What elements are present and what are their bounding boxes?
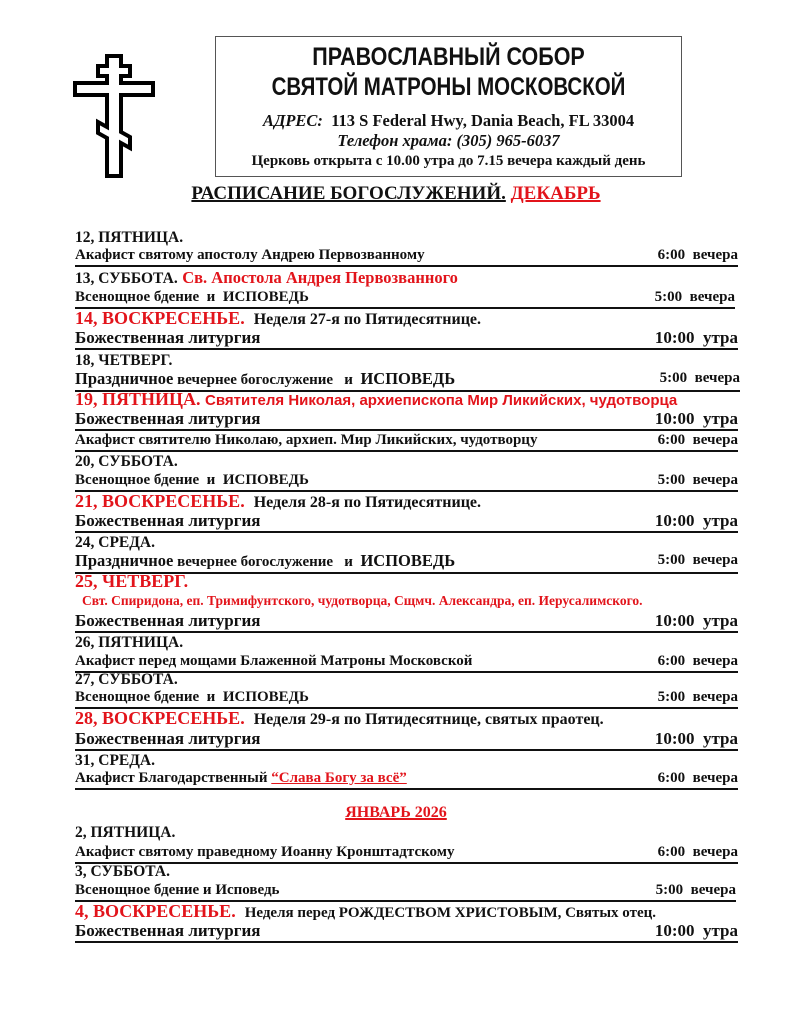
day-feast-note: Неделя 27-я по Пятидесятнице. [253, 311, 482, 328]
service-time: 6:00 вечера [657, 770, 738, 786]
church-phone: Телефон храма: (305) 965-6037 [337, 131, 560, 150]
service-name: Акафист святому апостолу Андрею Первозванному [75, 247, 425, 263]
day-heading: 27, СУББОТА. [75, 671, 178, 688]
service-time: 5:00 вечера [659, 370, 740, 386]
orthodox-cross-icon [72, 54, 156, 178]
address-value: 113 S Federal Hwy, Dania Beach, FL 33004 [331, 111, 635, 130]
day-label: 28, ВОСКРЕСЕНЬЕ. [75, 708, 245, 728]
service-time: 6:00 вечера [657, 247, 738, 263]
day-feast-note: Свт. Спиридона, еп. Тримифунтского, чудотворца, Сщмч. Александра, еп. Иерусалимского. [82, 593, 643, 608]
service-name: Праздничное вечернее богослужение и ИСПОВЕДЬ [75, 551, 456, 570]
service-name: Божественная литургия [75, 328, 261, 347]
service-name: Божественная литургия [75, 729, 261, 748]
service-row [75, 921, 738, 943]
day-heading: 3, СУББОТА. [75, 863, 170, 880]
service-row [75, 431, 738, 452]
service-row [75, 729, 738, 751]
church-header-box [215, 36, 682, 177]
day-label: 21, ВОСКРЕСЕНЬЕ. [75, 491, 245, 511]
day-label: 13, СУББОТА. [75, 270, 178, 287]
service-time: 5:00 вечера [657, 689, 738, 705]
service-row [75, 843, 738, 864]
schedule-title-prefix: РАСПИСАНИЕ БОГОСЛУЖЕНИЙ. [191, 183, 506, 204]
service-time: 10:00 утра [654, 921, 738, 940]
service-name: Божественная литургия [75, 611, 261, 630]
day-heading: 31, СРЕДА. [75, 752, 155, 769]
january-title: ЯНВАРЬ 2026 [345, 804, 447, 821]
service-row [75, 471, 738, 492]
service-row [75, 611, 738, 633]
schedule-title [0, 183, 792, 205]
day-label: 4, ВОСКРЕСЕНЬЕ. [75, 901, 236, 921]
service-row [75, 881, 736, 902]
service-row [75, 246, 738, 267]
service-name: Акафист Благодарственный “Слава Богу за всё” [75, 770, 407, 786]
day-heading: 24, СРЕДА. [75, 534, 155, 551]
service-name: Всенощное бдение и ИСПОВЕДЬ [75, 689, 309, 705]
service-row [75, 769, 738, 790]
service-time: 6:00 вечера [657, 432, 738, 448]
day-feast-note: Святителя Николая, архиепископа Мир Ликийских, чудотворца [205, 392, 678, 409]
day-label: 14, ВОСКРЕСЕНЬЕ. [75, 308, 245, 328]
service-time: 6:00 вечера [657, 653, 738, 669]
day-feast-note: Св. Апостола Андрея Первозванного [182, 268, 458, 287]
service-row [75, 288, 735, 309]
church-title-line2: СВЯТОЙ МАТРОНЫ МОСКОВСКОЙ [271, 73, 626, 101]
service-row [75, 409, 738, 431]
day-label: 19, ПЯТНИЦА. [75, 389, 201, 409]
day-heading: 2, ПЯТНИЦА. [75, 824, 176, 841]
schedule-title-month: ДЕКАБРЬ [510, 183, 601, 204]
day-feast-note: Неделя перед РОЖДЕСТВОМ ХРИСТОВЫМ, Святых отец. [244, 905, 657, 921]
church-title-line1: ПРАВОСЛАВНЫЙ СОБОР [312, 43, 585, 71]
service-name: Всенощное бдение и ИСПОВЕДЬ [75, 472, 309, 488]
service-time: 10:00 утра [654, 328, 738, 347]
day-heading: 12, ПЯТНИЦА. [75, 229, 184, 246]
day-heading: 25, ЧЕТВЕРГ. [75, 571, 189, 591]
service-name: Акафист перед мощами Блаженной Матроны Московской [75, 653, 473, 669]
service-name: Божественная литургия [75, 921, 261, 940]
service-time: 6:00 вечера [657, 844, 738, 860]
service-row [75, 688, 738, 709]
service-time: 5:00 вечера [657, 552, 738, 568]
day-heading: 18, ЧЕТВЕРГ. [75, 352, 173, 369]
service-time: 10:00 утра [654, 729, 738, 748]
service-name: Акафист святому праведному Иоанну Кронштадтскому [75, 844, 455, 860]
church-address [216, 111, 681, 130]
day-heading: 20, СУББОТА. [75, 453, 178, 470]
day-heading: 26, ПЯТНИЦА. [75, 634, 184, 651]
address-label: АДРЕС: [262, 111, 323, 130]
service-time: 10:00 утра [654, 409, 738, 428]
day-feast-note: Неделя 28-я по Пятидесятнице. [253, 494, 482, 511]
day-heading [75, 707, 604, 731]
service-time: 10:00 утра [654, 511, 738, 530]
service-row [75, 328, 738, 350]
service-time: 5:00 вечера [654, 289, 735, 305]
service-time: 5:00 вечера [655, 882, 736, 898]
service-name: Акафист святителю Николаю, архиеп. Мир Ликийских, чудотворцу [75, 432, 538, 448]
service-name: Божественная литургия [75, 409, 261, 428]
day-heading [75, 266, 458, 290]
service-row [75, 511, 738, 533]
service-name: Божественная литургия [75, 511, 261, 530]
service-time: 10:00 утра [654, 611, 738, 630]
service-name: Всенощное бдение и Исповедь [75, 882, 280, 898]
service-name: Всенощное бдение и ИСПОВЕДЬ [75, 289, 309, 305]
service-name-highlight: “Слава Богу за всё” [271, 770, 407, 786]
service-time: 5:00 вечера [657, 472, 738, 488]
day-feast-note: Неделя 29-я по Пятидесятнице, святых праотец. [253, 711, 604, 728]
service-name: Праздничное вечернее богослужение и ИСПОВЕДЬ [75, 369, 456, 388]
church-hours: Церковь открыта с 10.00 утра до 7.15 вечера каждый день [251, 153, 646, 169]
